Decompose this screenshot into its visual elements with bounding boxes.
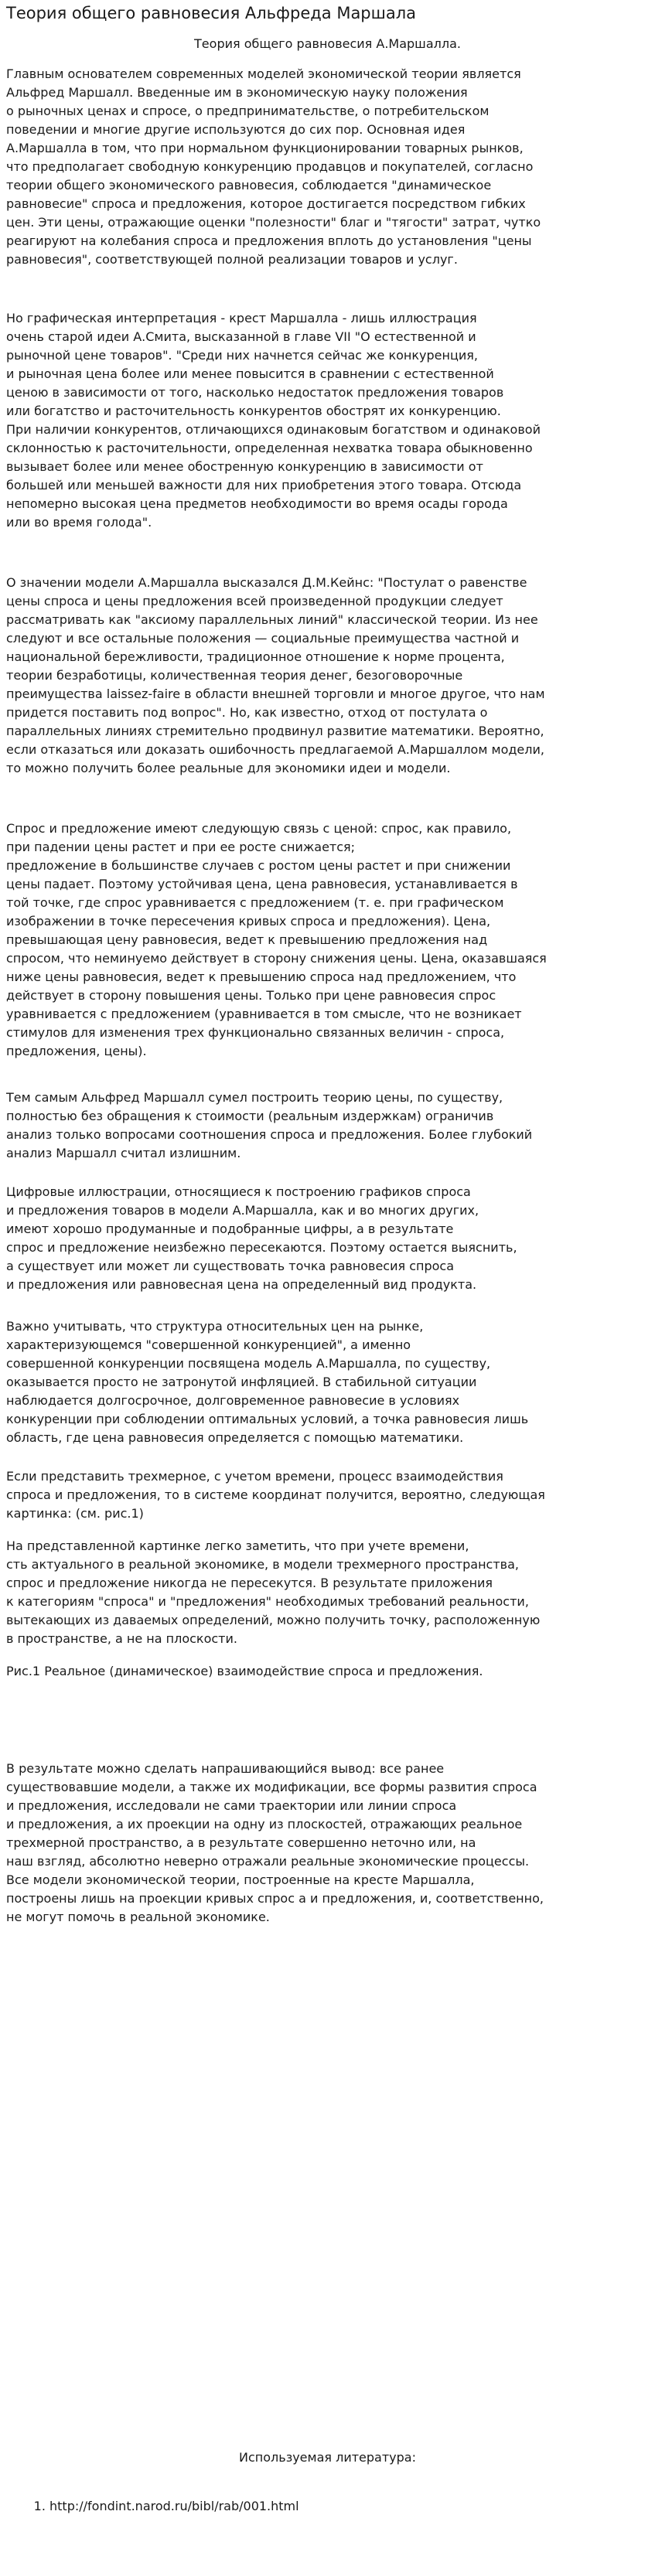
paragraph-9: На представленной картинке легко заметить, что при учете времени, сть актуального в реальной экономике, в модели трехмерного пространства, спрос и предложение никогда не пересекутся. В результате приложения к категориям "спроса" и "предложения" необходимых требований реальности, вытекающих из даваемых определений, можно получить точку, расположенную в пространстве, а не на плоскости.: [6, 1538, 541, 1646]
reference-link[interactable]: 1. http://fondint.narod.ru/bibl/rab/001.html: [49, 2497, 299, 2516]
figure-caption: Рис.1 Реальное (динамическое) взаимодействие спроса и предложения.: [6, 1664, 483, 1678]
paragraph-2: Но графическая интерпретация - крест Маршалла - лишь иллюстрация очень старой идеи А.Смита, высказанной в главе VII "О естественной и рыночной цене товаров". "Среди них начнется сейчас же конкуренция, и рыночная цена более или менее повысится в сравнении с естественной ценою в зависимости от того, насколько недостаток предложения товаров или богатство и расточительность конкурентов обострят их конкуренцию. При наличии конкурентов, отличающихся одинаковым богатством и одинаковой склонностью к расточительности, определенная нехватка товара обыкновенно вызывает более или менее обостренную конкуренцию в зависимости от большей или меньшей важности для них приобретения этого товара. Отсюда непомерно высокая цена предметов необходимости во время осады города или во время голода".: [6, 311, 541, 530]
article-subtitle: Теория общего равновесия А.Маршалла.: [194, 36, 461, 51]
paragraph-5: Тем самым Альфред Маршалл сумел построить теорию цены, по существу, полностью без обращения к стоимости (реальным издержкам) ограничив анализ только вопросами соотношения спроса и предложения. Более глубокий анализ Маршалл считал излишним.: [6, 1090, 533, 1160]
references-list: [0, 2497, 299, 2516]
paragraph-8: Если представить трехмерное, с учетом времени, процесс взаимодействия спроса и предложения, то в системе координат получится, вероятно, следующая картинка: (см. рис.1): [6, 1469, 545, 1521]
references-title: Используемая литература:: [239, 2450, 416, 2465]
paragraph-10: В результате можно сделать напрашивающийся вывод: все ранее существовавшие модели, а также их модификации, все формы развития спроса и предложения, исследовали не сами траектории или линии спроса и предложения, а их проекции на одну из плоскостей, отражающих реальное трехмерной пространство, а в результате совершенно неточно или, на наш взгляд, абсолютно неверно отражали реальные экономические процессы. Все модели экономической теории, построенные на кресте Маршалла, построены лишь на проекции кривых спрос а и предложения, и, соответственно, не могут помочь в реальной экономике.: [6, 1761, 544, 1924]
article-title: Теория общего равновесия Альфреда Маршала: [6, 4, 417, 22]
paragraph-1: Главным основателем современных моделей экономической теории является Альфред Маршалл. Введенные им в экономическую науку положения о рыночных ценах и спросе, о предпринимательстве, о потребительском поведении и многие другие используются до сих пор. Основная идея А.Маршалла в том, что при нормальном функционировании товарных рынков, что предполагает свободную конкуренцию продавцов и покупателей, согласно теории общего экономического равновесия, соблюдается "динамическое равновесие" спроса и предложения, которое достигается посредством гибких цен. Эти цены, отражающие оценки "полезности" благ и "тягости" затрат, чутко реагируют на колебания спроса и предложения вплоть до установления "цены равновесия", соответствующей полной реализации товаров и услуг.: [6, 66, 541, 267]
paragraph-3: О значении модели А.Маршалла высказался Д.М.Кейнс: "Постулат о равенстве цены спроса и цены предложения всей произведенной продукции следует рассматривать как "аксиому параллельных линий" классической теории. Из нее следуют и все остальные положения — социальные преимущества частной и национальной бережливости, традиционное отношение к норме процента, теории безработицы, количественная теория денег, безоговорочные преимущества laissez-faire в области внешней торговли и многое другое, что нам придется поставить под вопрос". Но, как известно, отход от постулата о параллельных линиях стремительно продвинул развитие математики. Вероятно, если отказаться или доказать ошибочность предлагаемой А.Маршаллом модели, то можно получить более реальные для экономики идеи и модели.: [6, 575, 545, 775]
paragraph-7: Важно учитывать, что структура относительных цен на рынке, характеризующемся "совершенной конкуренцией", а именно совершенной конкуренции посвящена модель А.Маршалла, по существу, оказывается просто не затронутой инфляцией. В стабильной ситуации наблюдается долгосрочное, долговременное равновесие в условиях конкуренции при соблюдении оптимальных условий, а точка равновесия лишь область, где цена равновесия определяется с помощью математики.: [6, 1319, 529, 1445]
paragraph-6: Цифровые иллюстрации, относящиеся к построению графиков спроса и предложения товаров в модели А.Маршалла, как и во многих других, имеют хорошо продуманные и подобранные цифры, а в результате спрос и предложение неизбежно пересекаются. Поэтому остается выяснить, а существует или может ли существовать точка равновесия спроса и предложения или равновесная цена на определенный вид продукта.: [6, 1184, 517, 1292]
paragraph-4: Спрос и предложение имеют следующую связь с ценой: спрос, как правило, при падении цены растет и при ее росте снижается; предложение в большинстве случаев с ростом цены растет и при снижении цены падает. Поэтому устойчивая цена, цена равновесия, устанавливается в той точке, где спрос уравнивается с предложением (т. е. при графическом изображении в точке пересечения кривых спроса и предложения). Цена, превышающая цену равновесия, ведет к превышению предложения над спросом, что неминуемо действует в сторону снижения цены. Цена, оказавшаяся ниже цены равновесия, ведет к превышению спроса над предложением, что действует в сторону повышения цены. Только при цене равновесия спрос уравнивается с предложением (уравнивается в том смысле, что не возникает стимулов для изменения трех функционально связанных величин - спроса, предложения, цены).: [6, 821, 547, 1058]
